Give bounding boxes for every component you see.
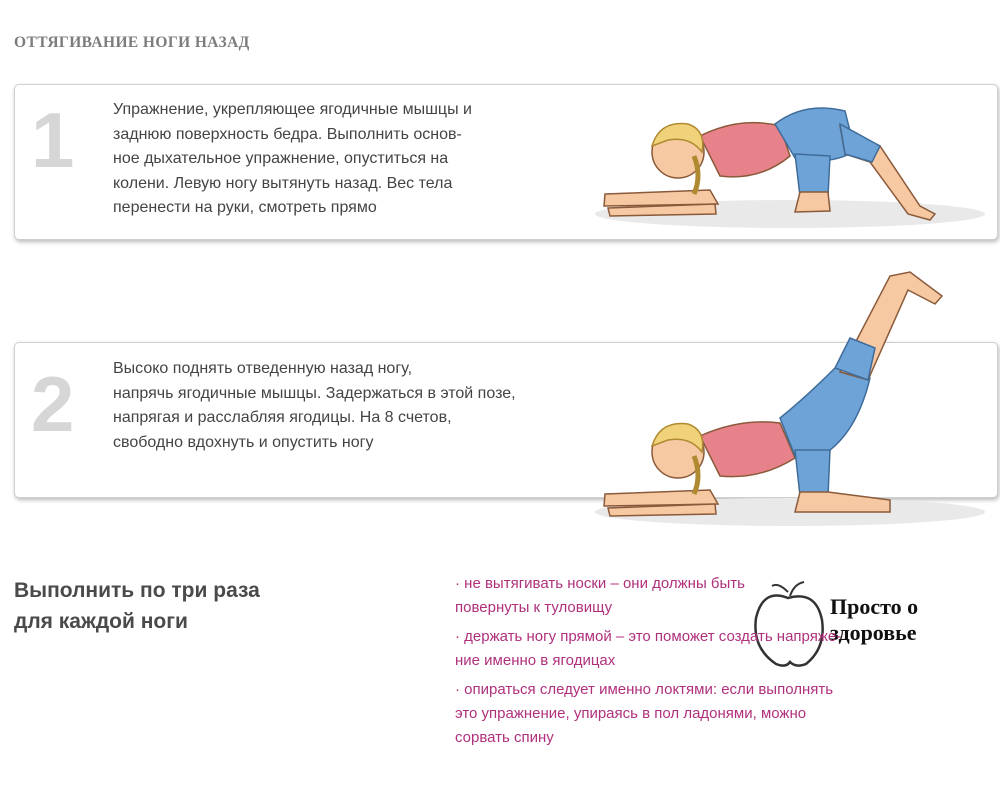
logo-line-2: здоровье (830, 620, 917, 645)
tips-list (455, 572, 975, 755)
tip-item: · опираться следует именно локтями: если выполнять это упражнение, упираясь в пол ладонями, можно сорвать спину (455, 681, 834, 746)
page-title: ОТТЯГИВАНИЕ НОГИ НАЗАД (14, 34, 250, 51)
logo-line-1: Просто о (830, 594, 919, 619)
tip-item: · держать ногу прямой – это поможет создать напряже- ние именно в ягодицах (455, 628, 842, 669)
step-number: 2 (31, 360, 75, 448)
exercise-illustration-2 (590, 268, 1000, 530)
tip-item: · не вытягивать носки – они должны быть повернуты к туловищу (455, 575, 745, 616)
exercise-illustration-1 (590, 96, 1000, 236)
step-description: Высоко поднять отведенную назад ногу, напрячь ягодичные мышцы. Задержаться в этой позе, напрягая и расслабляя ягодицы. На 8 счетов, свободно вдохнуть и опустить ногу (113, 360, 516, 451)
step-description: Упражнение, укрепляющее ягодичные мышцы и заднюю поверхность бедра. Выполнить основ- ное дыхательное упражнение, опуститься на колени. Левую ногу вытянуть назад. Вес тела перенести на руки, смотреть прямо (113, 101, 472, 216)
step-number: 1 (31, 96, 75, 184)
repeat-instruction: Выполнить по три раза для каждой ноги (14, 579, 260, 633)
